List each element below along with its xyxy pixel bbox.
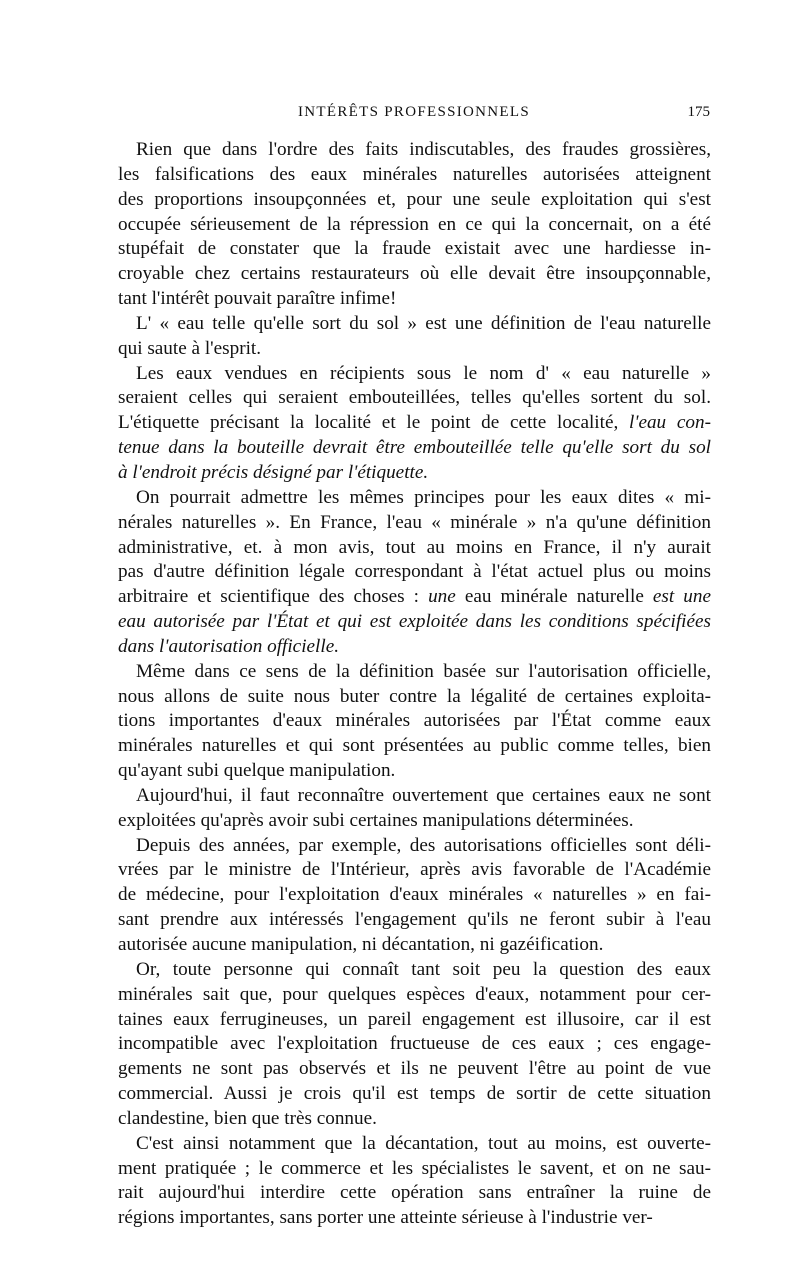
paragraph bbox=[118, 784, 711, 834]
text-line: administrative, et. à mon avis, tout au moins en France, il n'y aurait bbox=[118, 536, 711, 558]
italic-line bbox=[118, 635, 711, 660]
italic-text: dans l'autorisation officielle. bbox=[118, 635, 340, 657]
text-line: minérales naturelles et qui sont présentées au public comme telles, bien bbox=[118, 735, 711, 757]
paragraph bbox=[118, 660, 711, 784]
text-line: Même dans ce sens de la définition basée sur l'autorisation officielle, bbox=[136, 660, 711, 682]
text-line: Les eaux vendues en récipients sous le nom d' « eau naturelle » bbox=[136, 362, 711, 384]
text-line: clandestine, bien que très connue. bbox=[118, 1107, 377, 1129]
paragraph bbox=[118, 1132, 711, 1231]
italic-text: tenue dans la bouteille devrait être embouteillée telle qu'elle sort du sol bbox=[118, 437, 711, 459]
paragraph bbox=[118, 834, 711, 958]
italic-text: est une bbox=[652, 586, 711, 608]
italic-line bbox=[118, 436, 711, 461]
text-line: qui saute à l'esprit. bbox=[118, 337, 262, 359]
italic-text: à l'endroit précis désigné par l'étiquette. bbox=[118, 461, 429, 483]
text-line: Depuis des années, par exemple, des autorisations officielles sont déli- bbox=[136, 834, 711, 856]
text-line: régions importantes, sans porter une atteinte sérieuse à l'industrie ver- bbox=[118, 1207, 653, 1229]
italic-line bbox=[118, 461, 711, 486]
text-line: ment pratiquée ; le commerce et les spécialistes le savent, et on ne sau- bbox=[118, 1157, 711, 1179]
italic-text: une bbox=[428, 586, 456, 608]
text-line: croyable chez certains restaurateurs où elle devait être insoupçonnable, bbox=[118, 263, 711, 285]
paragraph bbox=[118, 138, 711, 312]
text-line: Rien que dans l'ordre des faits indiscutables, des fraudes grossières, bbox=[136, 139, 711, 160]
running-title: INTÉRÊTS PROFESSIONNELS bbox=[297, 104, 530, 120]
italic-text: eau autorisée par l'État et qui est exploitée dans les conditions spécifiées bbox=[118, 611, 711, 633]
text-line: vrées par le ministre de l'Intérieur, après avis favorable de l'Académie bbox=[118, 859, 711, 881]
text-line: rait aujourd'hui interdire cette opération sans entraîner la ruine de bbox=[118, 1182, 711, 1204]
text-line: minérales sait que, pour quelques espèces d'eaux, notamment pour cer- bbox=[118, 983, 711, 1005]
paragraph bbox=[118, 958, 711, 1132]
text-line: seraient celles qui seraient embouteillées, telles qu'elles sortent du sol. bbox=[118, 387, 711, 409]
text-line: L' « eau telle qu'elle sort du sol » est une définition de l'eau naturelle bbox=[136, 312, 711, 334]
text-line: autorisée aucune manipulation, ni décantation, ni gazéification. bbox=[118, 934, 604, 955]
text-line: On pourrait admettre les mêmes principes pour les eaux dites « mi- bbox=[136, 486, 711, 508]
running-header bbox=[118, 104, 710, 126]
text-line: qu'ayant subi quelque manipulation. bbox=[118, 760, 396, 782]
text-line: sant prendre aux intéressés l'engagement qu'ils ne feront subir à l'eau bbox=[118, 909, 711, 931]
text-line: nous allons de suite nous buter contre la légalité de certaines exploita- bbox=[118, 685, 711, 707]
text-line: incompatible avec l'exploitation fructueuse de ces eaux ; ces engage- bbox=[118, 1033, 711, 1055]
text-line: taines eaux ferrugineuses, un pareil engagement est illusoire, car il est bbox=[118, 1008, 711, 1030]
text-line: arbitraire et scientifique des choses : une eau minérale naturelle est une bbox=[118, 586, 711, 608]
text-line: de médecine, pour l'exploitation d'eaux minérales « naturelles » en fai- bbox=[118, 884, 711, 906]
text-line: Aujourd'hui, il faut reconnaître ouvertement que certaines eaux ne sont bbox=[136, 784, 711, 806]
text-line: commercial. Aussi je crois qu'il est temps de sortir de cette situation bbox=[118, 1083, 711, 1105]
text-line: exploitées qu'après avoir subi certaines manipulations déterminées. bbox=[118, 809, 634, 831]
text-line: pas d'autre définition légale correspondant à l'état actuel plus ou moins bbox=[118, 561, 711, 583]
text-line: les falsifications des eaux minérales naturelles autorisées atteignent bbox=[118, 163, 711, 185]
italic-text: l'eau con- bbox=[629, 412, 711, 434]
paragraph bbox=[118, 362, 711, 486]
text-line: tant l'intérêt pouvait paraître infime! bbox=[118, 288, 397, 310]
text-line: tions importantes d'eaux minérales autorisées par l'État comme eaux bbox=[118, 710, 711, 732]
text-line: Or, toute personne qui connaît tant soit peu la question des eaux bbox=[136, 958, 711, 980]
text-line: L'étiquette précisant la localité et le point de cette localité, l'eau con- bbox=[118, 412, 711, 434]
body-text bbox=[118, 138, 711, 1231]
paragraph bbox=[118, 312, 711, 362]
italic-line bbox=[118, 610, 711, 635]
paragraph bbox=[118, 486, 711, 660]
text-line: occupée sérieusement de la répression en ce qui la concernait, on a été bbox=[118, 213, 711, 235]
text-line: gements ne sont pas observés et ils ne peuvent l'être au point de vue bbox=[118, 1058, 711, 1080]
text-line: stupéfait de constater que la fraude existait avec une hardiesse in- bbox=[118, 238, 711, 260]
text-line: des proportions insoupçonnées et, pour une seule exploitation qui s'est bbox=[118, 188, 711, 210]
text-line: C'est ainsi notamment que la décantation, tout au moins, est ouverte- bbox=[136, 1132, 711, 1154]
text-line: nérales naturelles ». En France, l'eau « minérale » n'a qu'une définition bbox=[118, 511, 711, 533]
page-number: 175 bbox=[687, 104, 710, 120]
